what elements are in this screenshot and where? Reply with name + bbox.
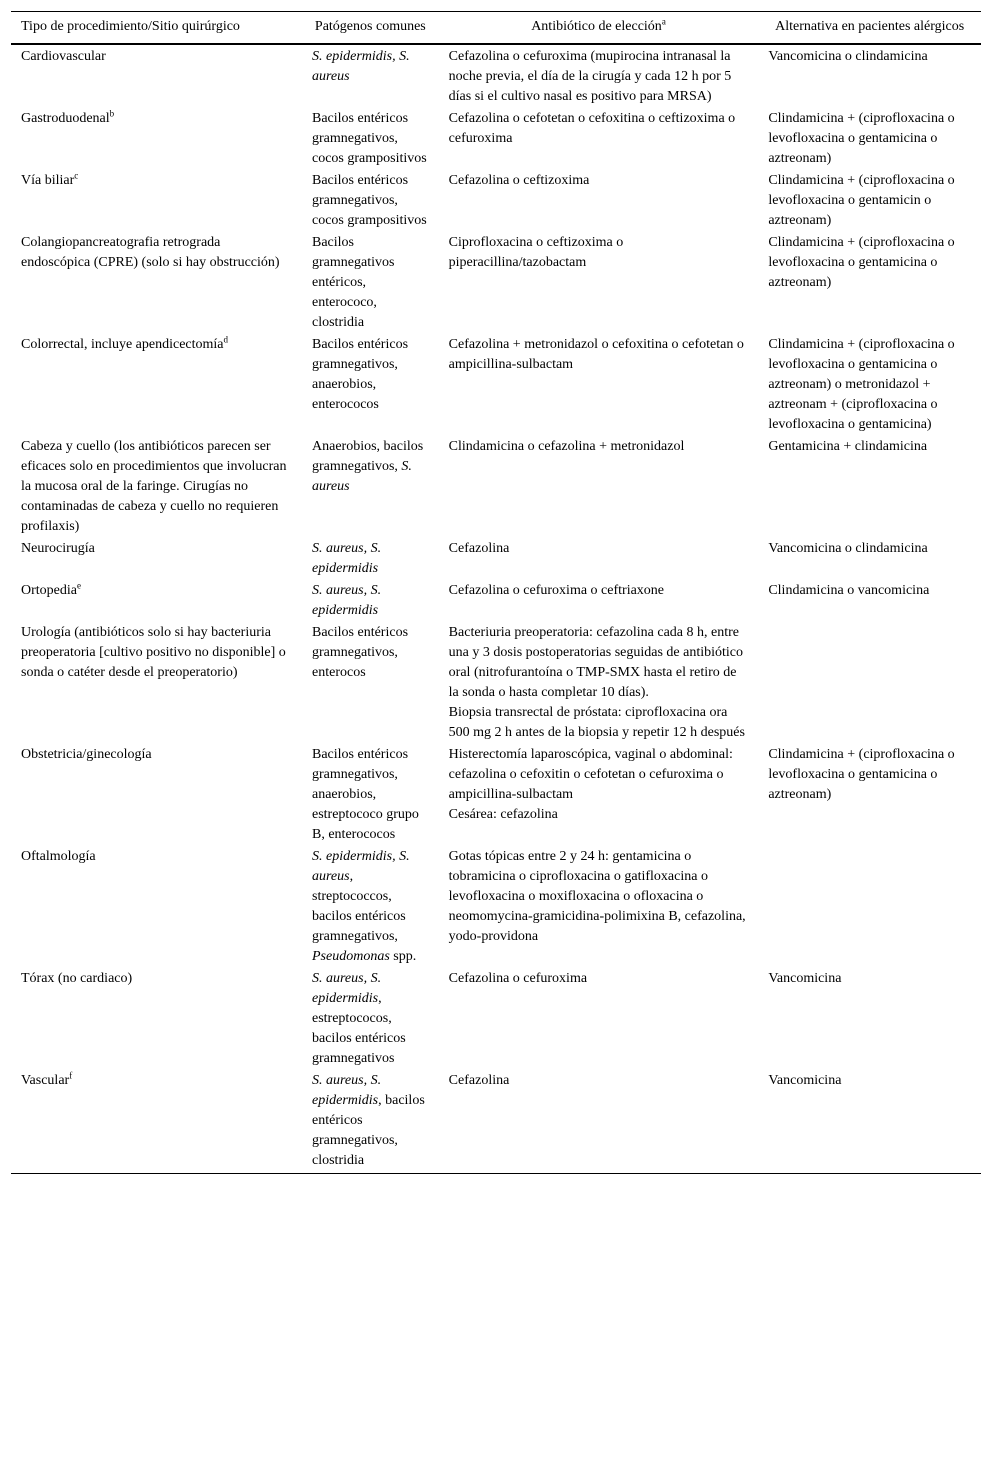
- antibiotic-cell: [439, 334, 759, 436]
- header-label: Antibiótico de elección: [531, 19, 662, 34]
- cell-text: Cefazolina o cefotetan o cefoxitina o ceftizoxima o cefuroxima: [448, 111, 736, 146]
- alternative-cell: [758, 436, 981, 538]
- cell-text: Pseudomonas: [312, 949, 390, 964]
- procedure-cell: [11, 334, 302, 436]
- cell-text: Cesárea: cefazolina: [448, 807, 558, 822]
- cell-text: Vía biliar: [21, 173, 75, 188]
- cell-text: , estreptococos, bacilos entéricos gramnegativos: [312, 991, 406, 1066]
- cell-text: Bacilos gramnegativos entéricos, enterococo, clostridia: [312, 235, 395, 330]
- cell-text: Clindamicina o vancomicina: [768, 583, 930, 598]
- antibiotic-cell: [439, 744, 759, 846]
- cell-text: Vancomicina: [768, 971, 842, 986]
- cell-text: Histerectomía laparoscópica, vaginal o abdominal: cefazolina o cefoxitin o cefotetan o cefuroxima o ampicillina-sulbactam: [448, 747, 733, 802]
- table-row: [11, 1070, 981, 1174]
- alternative-cell: [758, 170, 981, 232]
- antibiotic-cell: [439, 1070, 759, 1174]
- procedure-cell: [11, 846, 302, 968]
- cell-text: Clindamicina + (ciprofloxacina o levofloxacina o gentamicina o aztreonam) o metronidazol + aztreonam + (ciprofloxacina o levofloxacina o gentamicina): [768, 337, 955, 432]
- cell-text: Clindamicina + (ciprofloxacina o levofloxacina o gentamicina o aztreonam): [768, 235, 955, 290]
- table-header: [11, 12, 981, 45]
- cell-text: Cefazolina o cefuroxima: [448, 971, 588, 986]
- table-row: [11, 580, 981, 622]
- antibiotic-cell: [439, 436, 759, 538]
- alternative-cell: [758, 1070, 981, 1174]
- prophylaxis-table: [11, 11, 981, 1174]
- footnote-marker: c: [74, 170, 79, 181]
- alternative-cell: [758, 538, 981, 580]
- table-row: [11, 170, 981, 232]
- table-row: [11, 334, 981, 436]
- cell-text: Anaerobios, bacilos gramnegativos,: [312, 439, 424, 474]
- cell-text: S. aureus, S. epidermidis: [312, 583, 382, 618]
- antibiotic-cell: [439, 232, 759, 334]
- procedure-cell: [11, 580, 302, 622]
- alternative-cell: [758, 622, 981, 744]
- alternative-cell: [758, 580, 981, 622]
- cell-text: Gastroduodenal: [21, 111, 110, 126]
- header-alternative: [758, 12, 981, 45]
- pathogens-cell: [302, 580, 439, 622]
- cell-text: Vascular: [21, 1073, 70, 1088]
- alternative-cell: [758, 44, 981, 108]
- cell-text: S. aureus, S. epidermidis: [312, 971, 382, 1006]
- cell-text: Clindamicina + (ciprofloxacina o levofloxacina o gentamicina o aztreonam): [768, 747, 955, 802]
- procedure-cell: [11, 968, 302, 1070]
- cell-text: S. aureus, S. epidermidis: [312, 541, 382, 576]
- procedure-cell: [11, 232, 302, 334]
- pathogens-cell: [302, 846, 439, 968]
- antibiotic-cell: [439, 580, 759, 622]
- cell-text: Ciprofloxacina o ceftizoxima o piperacillina/tazobactam: [448, 235, 624, 270]
- table-row: [11, 108, 981, 170]
- procedure-cell: [11, 1070, 302, 1174]
- antibiotic-cell: [439, 538, 759, 580]
- pathogens-cell: [302, 744, 439, 846]
- alternative-cell: [758, 846, 981, 968]
- header-procedure: [11, 12, 302, 45]
- pathogens-cell: [302, 1070, 439, 1174]
- cell-text: Cabeza y cuello (los antibióticos parecen ser eficaces solo en procedimientos que involucran la mucosa oral de la faringe. Cirugías no contaminadas de cabeza y cuello no requieren profilaxis): [21, 439, 287, 534]
- cell-text: Cefazolina o ceftizoxima: [448, 173, 590, 188]
- cell-text: Cefazolina o cefuroxima (mupirocina intranasal la noche previa, el día de la cirugía y cada 12 h por 5 días si el cultivo nasal es positivo para MRSA): [448, 49, 732, 104]
- header-label: Patógenos comunes: [314, 19, 426, 34]
- alternative-cell: [758, 968, 981, 1070]
- cell-text: Bacilos entéricos gramnegativos, cocos grampositivos: [312, 173, 427, 228]
- cell-text: Gotas tópicas entre 2 y 24 h: gentamicina o tobramicina o ciprofloxacina o gatifloxacina o levofloxacina o moxifloxacina o ofloxacina o neomomycina-gramicidina-polimixina B, cefazolina, yodo-providona: [448, 849, 746, 944]
- cell-text: Clindamicina + (ciprofloxacina o levofloxacina o gentamicina o aztreonam): [768, 111, 955, 166]
- antibiotic-cell: [439, 170, 759, 232]
- header-label: Alternativa en pacientes alérgicos: [775, 19, 965, 34]
- procedure-cell: [11, 436, 302, 538]
- cell-text: Clindamicina o cefazolina + metronidazol: [448, 439, 685, 454]
- footnote-marker: f: [69, 1070, 73, 1081]
- table-row: [11, 436, 981, 538]
- alternative-cell: [758, 232, 981, 334]
- header-label: Tipo de procedimiento/Sitio quirúrgico: [21, 19, 240, 34]
- cell-text: Bacteriuria preoperatoria: cefazolina cada 8 h, entre una y 3 dosis postoperatorias seguidas de antibiótico oral (nitrofurantoína o TMP-SMX hasta el retiro de la sonda o hasta completar 10 días).: [448, 625, 744, 700]
- footnote-marker: e: [76, 580, 81, 591]
- cell-text: Vancomicina o clindamicina: [768, 49, 928, 64]
- pathogens-cell: [302, 622, 439, 744]
- alternative-cell: [758, 334, 981, 436]
- table-row: [11, 846, 981, 968]
- cell-text: Urología (antibióticos solo si hay bacteriuria preoperatoria [cultivo positivo no disponible] o sonda o catéter desde el preoperatorio): [21, 625, 286, 680]
- cell-text: Bacilos entéricos gramnegativos, anaerobios, enterococos: [312, 337, 409, 412]
- cell-text: S. epidermidis, S. aureus: [312, 49, 410, 84]
- header-row: [11, 12, 981, 45]
- antibiotic-cell: [439, 108, 759, 170]
- cell-text: Clindamicina + (ciprofloxacina o levofloxacina o gentamicin o aztreonam): [768, 173, 955, 228]
- cell-text: Cefazolina: [448, 541, 510, 556]
- alternative-cell: [758, 108, 981, 170]
- procedure-cell: [11, 538, 302, 580]
- footnote-marker: d: [223, 334, 229, 345]
- antibiotic-cell: [439, 846, 759, 968]
- cell-text: spp.: [389, 949, 417, 964]
- header-pathogens: [302, 12, 439, 45]
- cell-text: Vancomicina o clindamicina: [768, 541, 928, 556]
- pathogens-cell: [302, 968, 439, 1070]
- table-row: [11, 232, 981, 334]
- pathogens-cell: [302, 108, 439, 170]
- pathogens-cell: [302, 538, 439, 580]
- antibiotic-cell: [439, 622, 759, 744]
- cell-text: Tórax (no cardiaco): [21, 971, 133, 986]
- procedure-cell: [11, 44, 302, 108]
- cell-text: Oftalmología: [21, 849, 96, 864]
- table-body: [11, 44, 981, 1174]
- cell-text: S. aureus, S. epidermidis: [312, 1073, 382, 1108]
- cell-text: Bacilos entéricos gramnegativos, anaerobios, estreptococo grupo B, enterococos: [312, 747, 419, 842]
- procedure-cell: [11, 622, 302, 744]
- cell-text: S. aureus: [312, 459, 412, 494]
- pathogens-cell: [302, 232, 439, 334]
- cell-text: Gentamicina + clindamicina: [768, 439, 928, 454]
- cell-text: S. epidermidis, S. aureus: [312, 849, 410, 884]
- table-row: [11, 44, 981, 108]
- cell-text: Cardiovascular: [21, 49, 106, 64]
- pathogens-cell: [302, 436, 439, 538]
- pathogens-cell: [302, 170, 439, 232]
- alternative-cell: [758, 744, 981, 846]
- antibiotic-cell: [439, 968, 759, 1070]
- procedure-cell: [11, 170, 302, 232]
- procedure-cell: [11, 744, 302, 846]
- cell-text: Vancomicina: [768, 1073, 842, 1088]
- pathogens-cell: [302, 334, 439, 436]
- antibiotic-cell: [439, 44, 759, 108]
- cell-text: Colangiopancreatografia retrograda endoscópica (CPRE) (solo si hay obstrucción): [21, 235, 280, 270]
- procedure-cell: [11, 108, 302, 170]
- table-row: [11, 744, 981, 846]
- table-row: [11, 968, 981, 1070]
- cell-text: Cefazolina o cefuroxima o ceftriaxone: [448, 583, 665, 598]
- cell-text: Ortopedia: [21, 583, 77, 598]
- cell-text: Bacilos entéricos gramnegativos, cocos grampositivos: [312, 111, 427, 166]
- cell-text: Cefazolina: [448, 1073, 510, 1088]
- cell-text: Obstetricia/ginecología: [21, 747, 152, 762]
- header-antibiotic: [439, 12, 759, 45]
- cell-text: , streptococcos, bacilos entéricos gramnegativos,: [312, 869, 406, 944]
- footnote-marker: a: [661, 16, 666, 27]
- cell-text: Colorrectal, incluye apendicectomía: [21, 337, 224, 352]
- table-row: [11, 538, 981, 580]
- pathogens-cell: [302, 44, 439, 108]
- cell-text: Cefazolina + metronidazol o cefoxitina o cefotetan o ampicillina-sulbactam: [448, 337, 744, 372]
- footnote-marker: b: [109, 108, 115, 119]
- cell-text: Neurocirugía: [21, 541, 95, 556]
- cell-text: , bacilos entéricos gramnegativos, clostridia: [312, 1093, 425, 1168]
- table-row: [11, 622, 981, 744]
- cell-text: Biopsia transrectal de próstata: ciprofloxacina ora 500 mg 2 h antes de la biopsia y repetir 12 h después: [448, 705, 745, 740]
- cell-text: Bacilos entéricos gramnegativos, enterocos: [312, 625, 409, 680]
